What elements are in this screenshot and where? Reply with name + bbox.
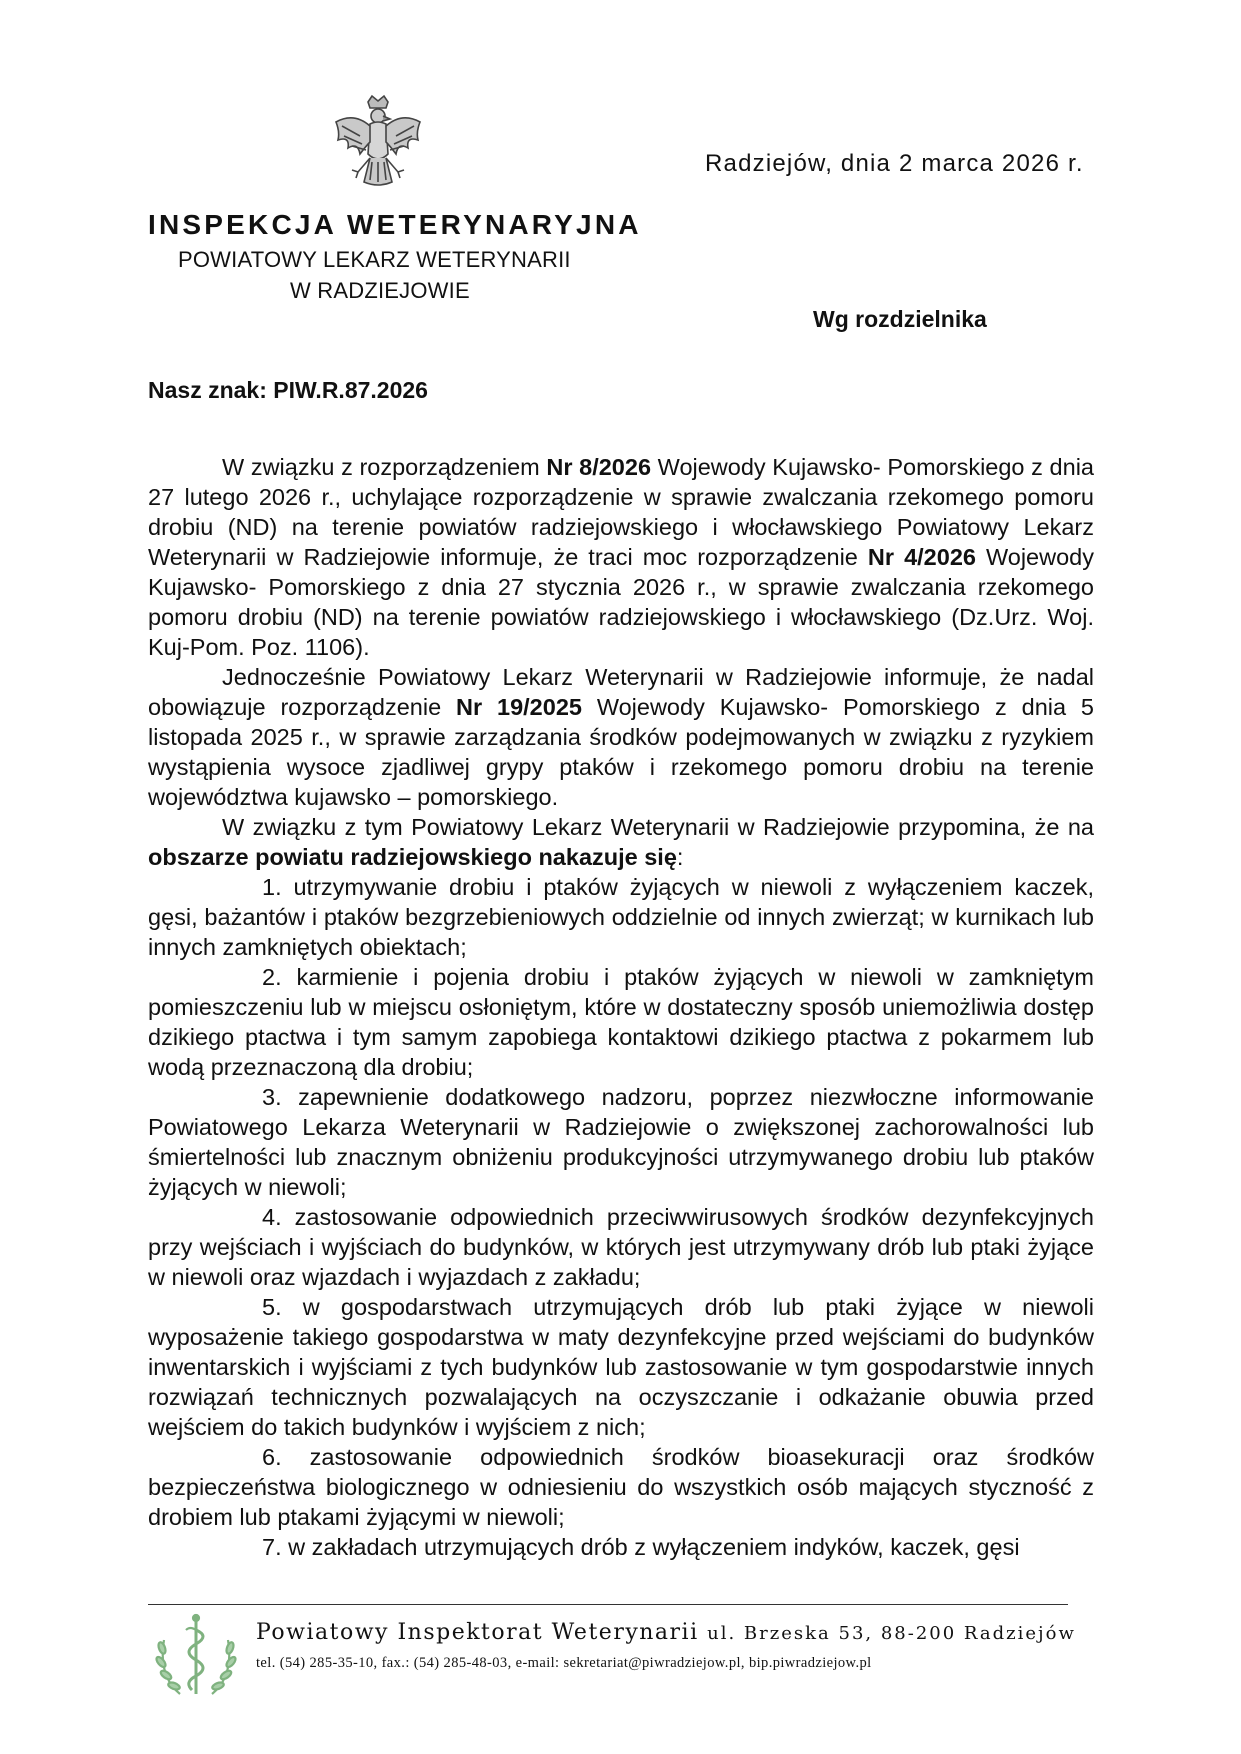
institution-location: W RADZIEJOWIE [290, 278, 470, 303]
paragraph-orders-intro: W związku z tym Powiatowy Lekarz Weterynarii w Radziejowie przypomina, że na obszarze powiatu radziejowskiego nakazuje się: [148, 814, 1094, 870]
footer-office-line [256, 1620, 1076, 1645]
document-date: Radziejów, dnia 2 marca 2026 r. [705, 150, 1084, 177]
reference-number: Nasz znak: PIW.R.87.2026 [148, 377, 428, 403]
footer-contact: tel. (54) 285-35-10, fax.: (54) 285-48-03, e-mail: sekretariat@piwradziejow.pl, bip.piwradziejow.pl [256, 1655, 872, 1671]
order-item-5: 5. w gospodarstwach utrzymujących drób lub ptaki żyjące w niewoli wyposażenie takiego gospodarstwa w maty dezynfekcyjne przed wejściami do budynków inwentarskich i wyjściami z tych budynków lub zastosowanie w tym gospodarstwie innych rozwiązań technicznych pozwalających na oczyszczanie i odkażanie obuwia przed wejściem do takich budynków i wyjściem z nich; [148, 1294, 1094, 1440]
paragraph-intro: W związku z rozporządzeniem Nr 8/2026 Wojewody Kujawsko- Pomorskiego z dnia 27 lutego 2026 r., uchylające rozporządzenie w sprawie zwalczania rzekomego pomoru drobiu (ND) na terenie powiatów radziejowskiego i włocławskiego Powiatowy Lekarz Weterynarii w Radziejowie informuje, że traci moc rozporządzenie Nr 4/2026 Wojewody Kujawsko- Pomorskiego z dnia 27 stycznia 2026 r., w sprawie zwalczania rzekomego pomoru drobiu (ND) na terenie powiatów radziejowskiego i włocławskiego (Dz.Urz. Woj. Kuj-Pom. Poz. 1106). [148, 454, 1094, 660]
order-item-1: 1. utrzymywanie drobiu i ptaków żyjących w niewoli z wyłączeniem kaczek, gęsi, bażantów i ptaków bezgrzebieniowych oddzielnie od innych zwierząt; w kurnikach lub innych zamkniętych obiektach; [148, 874, 1094, 960]
order-item-2: 2. karmienie i pojenia drobiu i ptaków żyjących w niewoli w zamkniętym pomieszczeniu lub w miejscu osłoniętym, które w dostateczny sposób uniemożliwia dostęp dzikiego ptactwa i tym samym zapobiega kontaktowi dzikiego ptactwa z pokarmem lub wodą przeznaczoną dla drobiu; [148, 964, 1094, 1080]
order-item-7: 7. w zakładach utrzymujących drób z wyłączeniem indyków, kaczek, gęsi [262, 1534, 1020, 1560]
letter-body [148, 452, 1094, 1562]
order-item-4: 4. zastosowanie odpowiednich przeciwwirusowych środków dezynfekcyjnych przy wejściach i wyjściach do budynków, w których jest utrzymywany drób lub ptaki żyjące w niewoli oraz wjazdach i wyjazdach z zakładu; [148, 1204, 1094, 1290]
order-item-6: 6. zastosowanie odpowiednich środków bioasekuracji oraz środków bezpieczeństwa biologicznego w odniesieniu do wszystkich osób mających styczność z drobiem lub ptakami żyjącymi w niewoli; [148, 1444, 1094, 1530]
eagle-emblem-icon [330, 92, 426, 210]
distribution-note: Wg rozdzielnika [813, 306, 987, 332]
paragraph-current-regulation: Jednocześnie Powiatowy Lekarz Weterynarii w Radziejowie informuje, że nadal obowiązuje rozporządzenie Nr 19/2025 Wojewody Kujawsko- Pomorskiego z dnia 5 listopada 2025 r., w sprawie zarządzania środków podejmowanych w związku z ryzykiem wystąpienia wysoce zjadliwej grypy ptaków i rzekomego pomoru drobiu na terenie województwa kujawsko – pomorskiego. [148, 664, 1094, 810]
caduceus-logo-icon [150, 1610, 242, 1702]
footer-divider [148, 1604, 1068, 1605]
footer-address: ul. Brzeska 53, 88-200 Radziejów [707, 1623, 1076, 1644]
footer-office: Powiatowy Inspektorat Weterynarii [256, 1620, 699, 1645]
institution-name: INSPEKCJA WETERYNARYJNA [148, 209, 642, 240]
order-item-3: 3. zapewnienie dodatkowego nadzoru, poprzez niezwłoczne informowanie Powiatowego Lekarza Weterynarii w Radziejowie o zwiększonej zachorowalności lub śmiertelności lub znacznym obniżeniu produkcyjności utrzymywanego drobiu lub ptaków żyjących w niewoli; [148, 1084, 1094, 1200]
institution-subtitle: POWIATOWY LEKARZ WETERYNARII [178, 247, 571, 272]
